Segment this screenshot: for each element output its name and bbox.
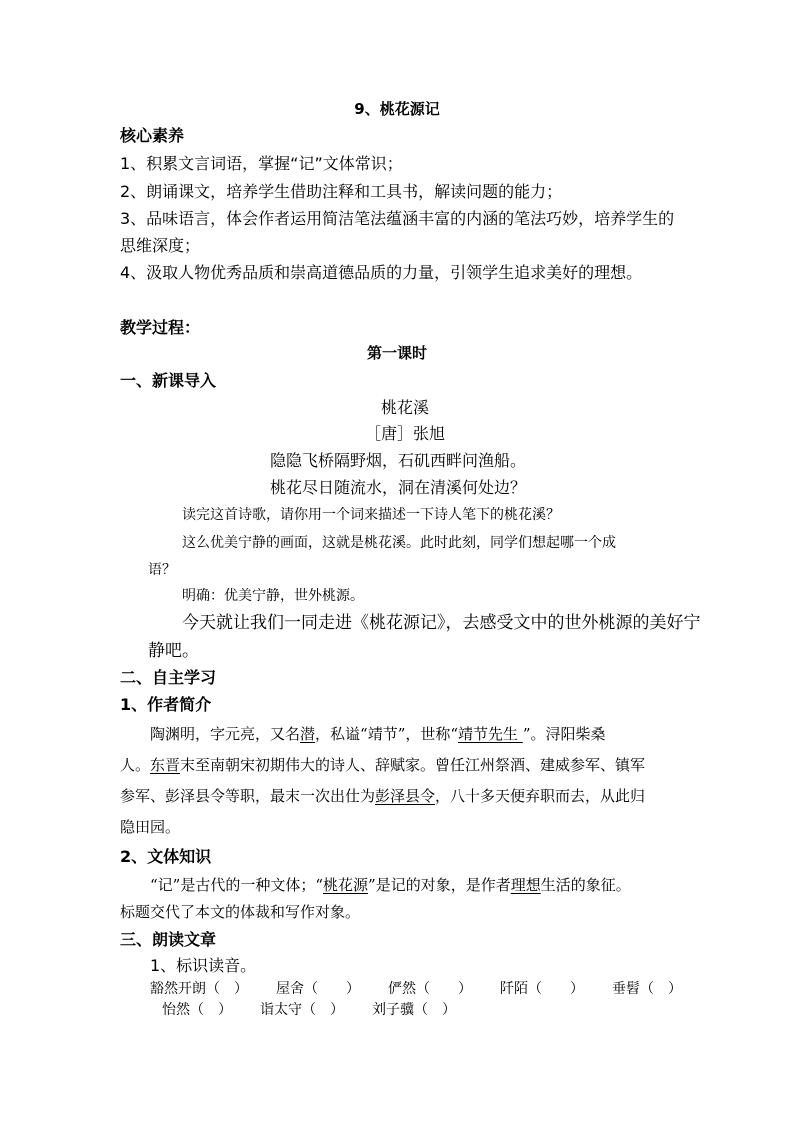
core-heading: 核心素养 (120, 126, 185, 145)
genre-line-2: 标题交代了本文的体裁和写作对象。 (120, 903, 361, 921)
pinyin-item: 垂髫（ ） (612, 981, 682, 997)
author-bio-line-3: 参军、彭泽县令等职，最末一次出仕为彭泽县令，八十多天便弃职而去，从此归 (120, 787, 646, 805)
answer: 明确：优美宁静，世外桃源。 (182, 588, 364, 604)
underlined-term: 靖节先生 (458, 725, 523, 743)
poem-line-2: 桃花尽日随流水，洞在清溪何处边？ (270, 478, 527, 497)
core-item-4: 4、汲取人物优秀品质和崇高道德品质的力量，引领学生追求美好的理想。 (120, 263, 643, 282)
author-heading: 1、作者简介 (120, 695, 212, 714)
core-item-2: 2、朗诵课文，培养学生借助注释和工具书，解读问题的能力； (120, 182, 563, 201)
poem-author: ［唐］张旭 (364, 424, 445, 443)
underlined-term: 理想 (510, 876, 541, 894)
process-heading: 教学过程： (120, 318, 201, 337)
pinyin-item: 诣太守（ ） (260, 1002, 344, 1018)
genre-line-1: “记”是古代的一种文体；“桃花源”是记的对象，是作者理想生活的象征。 (150, 876, 631, 894)
author-bio-line-4: 隐田园。 (120, 818, 181, 836)
author-bio-line-1: 陶渊明，字元亮，又名潜，私谥“靖节”，世称“靖节先生 ”。浔阳柴桑 (150, 725, 606, 743)
core-item-3: 3、品味语言，体会作者运用简洁笔法蕴涵丰富的内涵的笔法巧妙，培养学生的 (120, 209, 675, 228)
section1-heading: 一、新课导入 (120, 371, 217, 390)
intro-text: 今天就让我们一同走进《桃花源记》，去感受文中的世外桃源的美好宁 (182, 613, 701, 633)
pinyin-item: 怡然（ ） (162, 1002, 232, 1018)
section2-heading: 二、自主学习 (120, 668, 217, 687)
reading-subheading: 1、标识读音。 (150, 956, 257, 975)
genre-heading: 2、文体知识 (120, 847, 212, 866)
core-item-3-cont: 思维深度； (120, 236, 201, 255)
lesson-title: 第一课时 (366, 344, 427, 362)
underlined-term: 潜 (300, 725, 316, 743)
pinyin-row-1 (150, 982, 710, 996)
poem-title: 桃花溪 (380, 398, 429, 417)
question-2-cont: 语？ (148, 562, 176, 578)
pinyin-item: 阡陌（ ） (500, 981, 584, 997)
section3-heading: 三、朗读文章 (120, 930, 217, 949)
document-title: 9、桃花源记 (354, 100, 440, 118)
pinyin-row-2 (162, 1003, 484, 1017)
core-item-1: 1、积累文言词语，掌握“记”文体常识； (120, 154, 403, 173)
intro-text-cont: 静吧。 (148, 641, 199, 661)
pinyin-item: 刘子骥（ ） (372, 1002, 456, 1018)
question-2: 这么优美宁静的画面，这就是桃花溪。此时此刻，同学们想起哪一个成 (182, 535, 616, 551)
poem-line-1: 隐隐飞桥隔野烟，石矶西畔问渔船。 (270, 451, 527, 470)
pinyin-item: 俨然（ ） (388, 981, 472, 997)
underlined-term: 彭泽县令 (375, 787, 436, 805)
question-1: 读完这首诗歌，请你用一个词来描述一下诗人笔下的桃花溪？ (182, 507, 560, 523)
author-bio-line-2: 人。东晋末至南朝宋初期伟大的诗人、辞赋家。曾任江州祭酒、建威参军、镇军 (120, 756, 646, 774)
pinyin-item: 屋舍（ ） (276, 981, 360, 997)
underlined-term: 桃花源 (323, 876, 369, 894)
pinyin-item: 豁然开朗（ ） (150, 981, 248, 997)
underlined-term: 东晋 (150, 756, 181, 774)
